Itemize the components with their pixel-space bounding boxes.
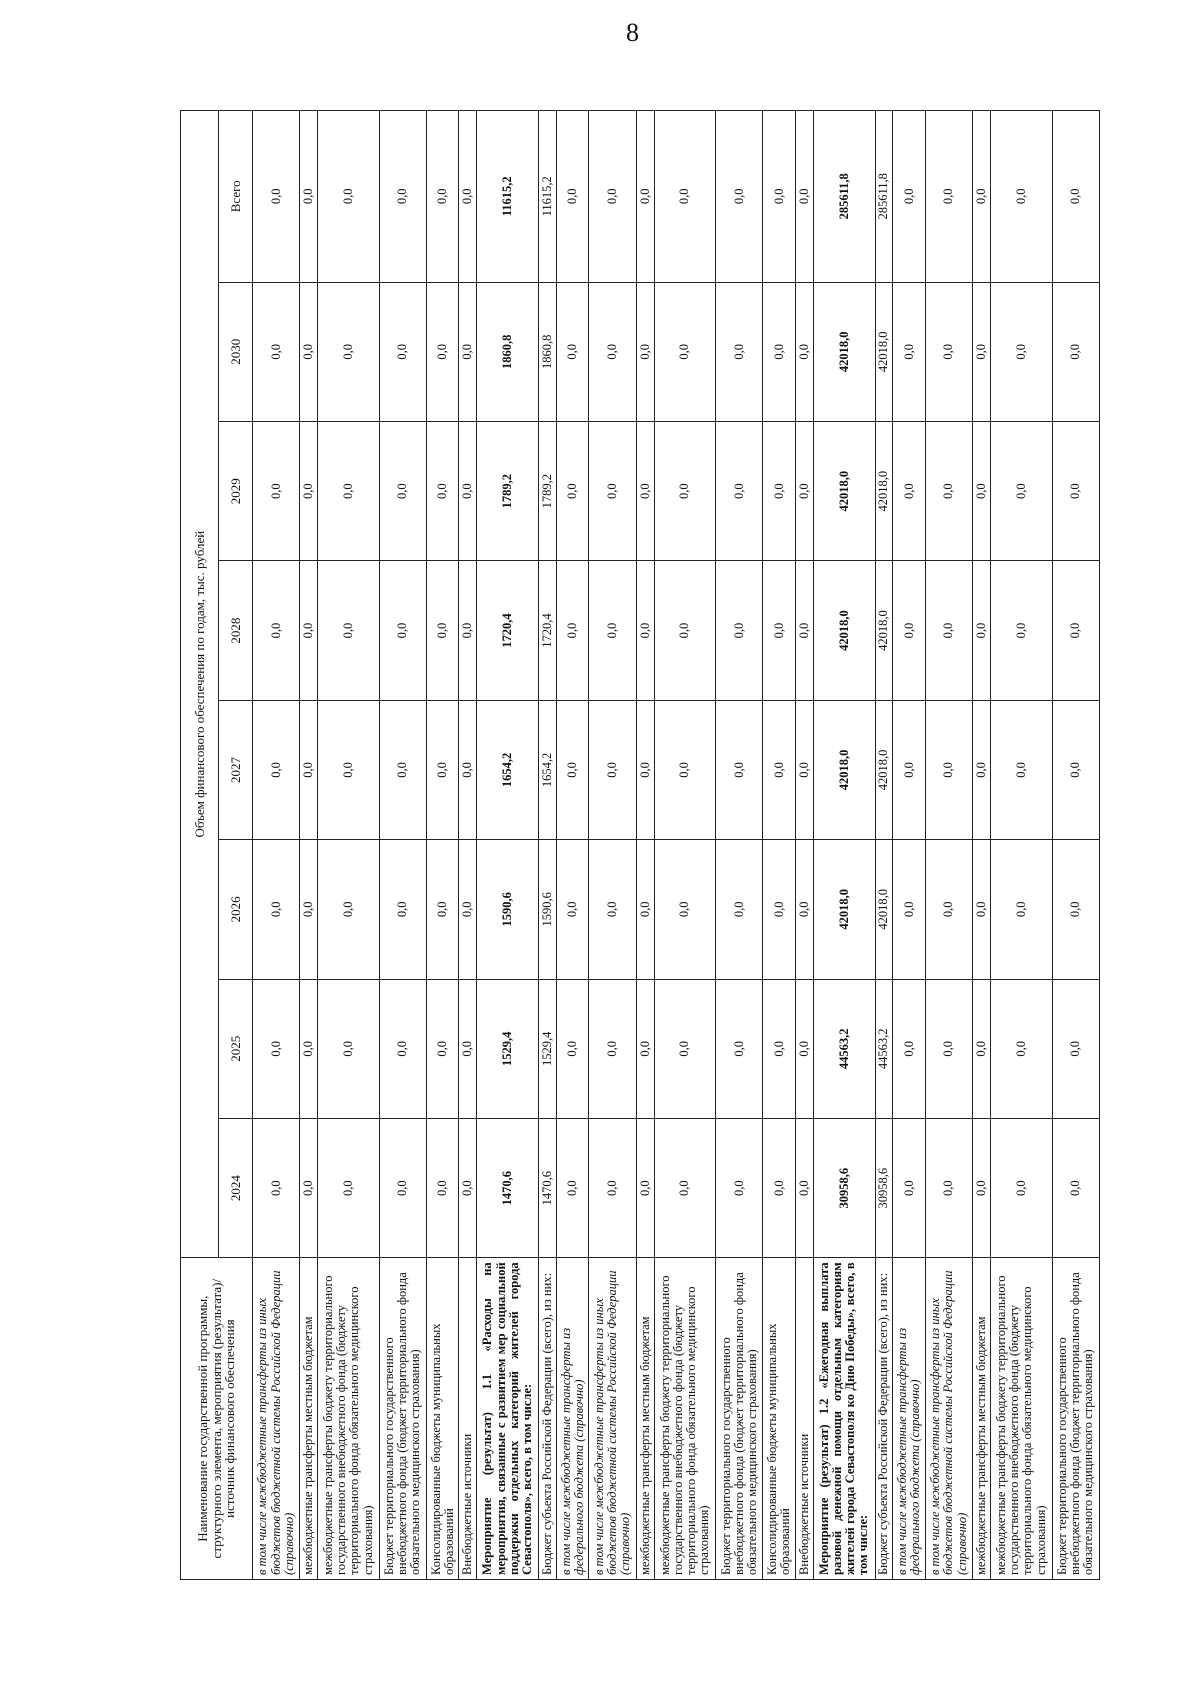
row-year-value: 0,0 <box>925 840 972 979</box>
rotated-table-container <box>180 110 1100 1580</box>
row-year-value: 0,0 <box>253 840 300 979</box>
table-row <box>716 111 763 1580</box>
row-year-value: 0,0 <box>654 840 716 979</box>
row-total-value: 285611,8 <box>813 111 875 283</box>
row-source-name: Мероприятие (результат) 1.1 «Расходы на мероприятия, связанные с развитием мер социальной поддержки отдельных категорий жителей города Севастополя», всего, в том числе: <box>477 1258 539 1580</box>
row-year-value: 0,0 <box>973 282 991 421</box>
row-year-value: 0,0 <box>795 282 813 421</box>
row-year-value: 0,0 <box>379 979 426 1118</box>
row-year-value: 42018,0 <box>813 282 875 421</box>
row-year-value: 0,0 <box>379 700 426 839</box>
row-total-value: 0,0 <box>318 111 380 283</box>
row-year-value: 42018,0 <box>813 840 875 979</box>
row-source-name: Бюджет территориального государственного внебюджетного фонда (бюджет территориального фонда обязательного медицинского страхования) <box>716 1258 763 1580</box>
row-year-value: 44563,2 <box>813 979 875 1118</box>
row-year-value: 0,0 <box>973 700 991 839</box>
row-year-value: 30958,6 <box>813 1118 875 1257</box>
row-source-name: межбюджетные трансферты местным бюджетам <box>300 1258 318 1580</box>
row-year-value: 0,0 <box>556 561 589 700</box>
table-row <box>318 111 380 1580</box>
table-row <box>589 111 636 1580</box>
row-year-value: 0,0 <box>925 421 972 560</box>
header-year: 2028 <box>219 561 253 700</box>
row-source-name: межбюджетные трансферты местным бюджетам <box>973 1258 991 1580</box>
row-year-value: 0,0 <box>716 979 763 1118</box>
table-row <box>925 111 972 1580</box>
row-year-value: 0,0 <box>426 979 459 1118</box>
row-total-value: 0,0 <box>589 111 636 283</box>
row-total-value: 0,0 <box>426 111 459 283</box>
table-row <box>813 111 875 1580</box>
row-year-value: 42018,0 <box>813 421 875 560</box>
row-year-value: 0,0 <box>973 421 991 560</box>
row-year-value: 0,0 <box>1052 700 1099 839</box>
row-year-value: 0,0 <box>893 282 926 421</box>
table-row <box>477 111 539 1580</box>
row-year-value: 0,0 <box>459 979 477 1118</box>
row-year-value: 1720,4 <box>477 561 539 700</box>
row-year-value: 0,0 <box>636 421 654 560</box>
header-year: 2026 <box>219 840 253 979</box>
row-year-value: 44563,2 <box>875 979 893 1118</box>
row-year-value: 0,0 <box>893 979 926 1118</box>
row-total-value: 0,0 <box>991 111 1053 283</box>
row-source-name: Бюджет территориального государственного внебюджетного фонда (бюджет территориального фонда обязательного медицинского страхования) <box>379 1258 426 1580</box>
row-year-value: 0,0 <box>589 700 636 839</box>
row-year-value: 0,0 <box>893 561 926 700</box>
row-total-value: 0,0 <box>379 111 426 283</box>
row-year-value: 0,0 <box>459 282 477 421</box>
row-year-value: 0,0 <box>300 700 318 839</box>
row-year-value: 1860,8 <box>539 282 557 421</box>
row-year-value: 0,0 <box>654 282 716 421</box>
row-year-value: 42018,0 <box>875 700 893 839</box>
row-year-value: 0,0 <box>459 700 477 839</box>
row-year-value: 0,0 <box>300 282 318 421</box>
row-year-value: 0,0 <box>253 700 300 839</box>
row-year-value: 42018,0 <box>875 561 893 700</box>
row-year-value: 0,0 <box>991 979 1053 1118</box>
row-year-value: 0,0 <box>991 1118 1053 1257</box>
row-year-value: 0,0 <box>925 561 972 700</box>
row-year-value: 1860,8 <box>477 282 539 421</box>
row-source-name: в том числе межбюджетные трансферты из федерального бюджета (справочно) <box>556 1258 589 1580</box>
page-number: 8 <box>626 18 639 47</box>
row-year-value: 0,0 <box>925 979 972 1118</box>
row-year-value: 0,0 <box>991 421 1053 560</box>
row-year-value: 0,0 <box>973 1118 991 1257</box>
row-year-value: 0,0 <box>426 840 459 979</box>
row-year-value: 0,0 <box>318 282 380 421</box>
row-source-name: Внебюджетные источники <box>459 1258 477 1580</box>
row-total-value: 0,0 <box>973 111 991 283</box>
row-year-value: 0,0 <box>925 700 972 839</box>
row-year-value: 0,0 <box>763 700 796 839</box>
row-source-name: Бюджет субъекта Российской Федерации (всего), из них: <box>539 1258 557 1580</box>
header-year: 2030 <box>219 282 253 421</box>
row-year-value: 0,0 <box>556 979 589 1118</box>
row-total-value: 0,0 <box>636 111 654 283</box>
row-year-value: 1789,2 <box>477 421 539 560</box>
row-year-value: 0,0 <box>379 1118 426 1257</box>
row-year-value: 0,0 <box>925 1118 972 1257</box>
table-row <box>539 111 557 1580</box>
table-row <box>426 111 459 1580</box>
row-total-value: 0,0 <box>253 111 300 283</box>
row-year-value: 0,0 <box>459 1118 477 1257</box>
row-year-value: 0,0 <box>426 700 459 839</box>
row-source-name: в том числе межбюджетные трансферты из федерального бюджета (справочно) <box>893 1258 926 1580</box>
row-year-value: 0,0 <box>459 561 477 700</box>
row-year-value: 0,0 <box>716 561 763 700</box>
row-year-value: 1590,6 <box>477 840 539 979</box>
header-name-column: Наименование государственной программы, структурного элемента, мероприятия (результата)/источник финансового обеспечения <box>181 1258 253 1580</box>
row-year-value: 0,0 <box>654 421 716 560</box>
row-year-value: 0,0 <box>716 1118 763 1257</box>
row-year-value: 0,0 <box>426 1118 459 1257</box>
row-year-value: 0,0 <box>716 840 763 979</box>
row-total-value: 0,0 <box>893 111 926 283</box>
row-year-value: 0,0 <box>973 979 991 1118</box>
row-total-value: 0,0 <box>763 111 796 283</box>
row-year-value: 0,0 <box>589 282 636 421</box>
header-year: 2025 <box>219 979 253 1118</box>
row-year-value: 0,0 <box>300 561 318 700</box>
table-row <box>379 111 426 1580</box>
row-source-name: межбюджетные трансферты бюджету территориального государственного внебюджетного фонда (бюджету территориального фонда обязательного медицинского страхования) <box>991 1258 1053 1580</box>
table-row <box>973 111 991 1580</box>
row-year-value: 1590,6 <box>539 840 557 979</box>
header-group: Объем финансового обеспечения по годам, тыс. рублей <box>181 111 219 1258</box>
row-year-value: 42018,0 <box>813 700 875 839</box>
table-row <box>459 111 477 1580</box>
row-year-value: 0,0 <box>763 421 796 560</box>
row-year-value: 0,0 <box>589 979 636 1118</box>
row-year-value: 0,0 <box>426 421 459 560</box>
row-source-name: в том числе межбюджетные трансферты из иных бюджетов бюджетной системы Российской Федерации (справочно) <box>925 1258 972 1580</box>
row-year-value: 0,0 <box>426 282 459 421</box>
row-total-value: 11615,2 <box>477 111 539 283</box>
row-year-value: 0,0 <box>318 840 380 979</box>
row-year-value: 42018,0 <box>875 282 893 421</box>
row-year-value: 1529,4 <box>539 979 557 1118</box>
row-year-value: 0,0 <box>795 1118 813 1257</box>
row-source-name: Консолидированные бюджеты муниципальных образований <box>763 1258 796 1580</box>
row-year-value: 0,0 <box>763 282 796 421</box>
row-year-value: 1789,2 <box>539 421 557 560</box>
row-total-value: 0,0 <box>925 111 972 283</box>
header-total: Всего <box>219 111 253 283</box>
row-year-value: 0,0 <box>1052 840 1099 979</box>
row-year-value: 0,0 <box>636 840 654 979</box>
row-year-value: 0,0 <box>300 840 318 979</box>
row-year-value: 0,0 <box>795 421 813 560</box>
row-year-value: 0,0 <box>1052 561 1099 700</box>
row-year-value: 1529,4 <box>477 979 539 1118</box>
row-year-value: 0,0 <box>300 979 318 1118</box>
row-year-value: 0,0 <box>795 561 813 700</box>
row-year-value: 0,0 <box>556 421 589 560</box>
row-year-value: 0,0 <box>636 979 654 1118</box>
row-year-value: 0,0 <box>763 561 796 700</box>
row-year-value: 1720,4 <box>539 561 557 700</box>
row-year-value: 0,0 <box>973 840 991 979</box>
row-year-value: 0,0 <box>893 700 926 839</box>
row-year-value: 1470,6 <box>539 1118 557 1257</box>
row-year-value: 0,0 <box>716 700 763 839</box>
row-year-value: 0,0 <box>300 1118 318 1257</box>
row-year-value: 0,0 <box>589 421 636 560</box>
row-total-value: 0,0 <box>300 111 318 283</box>
row-year-value: 0,0 <box>379 840 426 979</box>
row-year-value: 0,0 <box>589 840 636 979</box>
table-row <box>875 111 893 1580</box>
table-row <box>636 111 654 1580</box>
table-row <box>893 111 926 1580</box>
row-year-value: 0,0 <box>795 979 813 1118</box>
row-total-value: 0,0 <box>716 111 763 283</box>
table-header <box>181 111 253 1580</box>
row-year-value: 0,0 <box>556 700 589 839</box>
row-source-name: в том числе межбюджетные трансферты из иных бюджетов бюджетной системы Российской Федерации (справочно) <box>253 1258 300 1580</box>
row-year-value: 30958,6 <box>875 1118 893 1257</box>
row-year-value: 0,0 <box>1052 979 1099 1118</box>
row-total-value: 0,0 <box>459 111 477 283</box>
row-source-name: в том числе межбюджетные трансферты из иных бюджетов бюджетной системы Российской Федерации (справочно) <box>589 1258 636 1580</box>
row-year-value: 0,0 <box>654 1118 716 1257</box>
row-year-value: 42018,0 <box>875 840 893 979</box>
row-year-value: 0,0 <box>253 1118 300 1257</box>
row-source-name: межбюджетные трансферты местным бюджетам <box>636 1258 654 1580</box>
row-year-value: 1654,2 <box>539 700 557 839</box>
row-year-value: 0,0 <box>991 561 1053 700</box>
row-year-value: 42018,0 <box>813 561 875 700</box>
header-row-top <box>181 111 219 1580</box>
row-year-value: 0,0 <box>318 979 380 1118</box>
row-source-name: межбюджетные трансферты бюджету территориального государственного внебюджетного фонда (бюджету территориального фонда обязательного медицинского страхования) <box>654 1258 716 1580</box>
row-source-name: Мероприятие (результат) 1.2 «Ежегодная выплата разовой денежной помощи отдельным категориям жителей города Севастополя ко Дню Победы», всего, в том числе: <box>813 1258 875 1580</box>
row-source-name: Консолидированные бюджеты муниципальных образований <box>426 1258 459 1580</box>
row-year-value: 0,0 <box>1052 282 1099 421</box>
table-row <box>654 111 716 1580</box>
row-year-value: 0,0 <box>654 700 716 839</box>
table-row <box>795 111 813 1580</box>
table-row <box>253 111 300 1580</box>
row-year-value: 0,0 <box>893 840 926 979</box>
row-year-value: 1470,6 <box>477 1118 539 1257</box>
row-year-value: 0,0 <box>973 561 991 700</box>
row-year-value: 1654,2 <box>477 700 539 839</box>
row-year-value: 0,0 <box>253 561 300 700</box>
header-year: 2027 <box>219 700 253 839</box>
row-year-value: 42018,0 <box>875 421 893 560</box>
row-year-value: 0,0 <box>795 700 813 839</box>
row-year-value: 0,0 <box>379 561 426 700</box>
row-year-value: 0,0 <box>893 1118 926 1257</box>
table-body <box>253 111 1100 1580</box>
row-year-value: 0,0 <box>893 421 926 560</box>
financing-table <box>180 110 1100 1580</box>
row-year-value: 0,0 <box>253 421 300 560</box>
table-row <box>556 111 589 1580</box>
row-year-value: 0,0 <box>636 282 654 421</box>
row-year-value: 0,0 <box>556 282 589 421</box>
row-year-value: 0,0 <box>589 1118 636 1257</box>
row-year-value: 0,0 <box>379 421 426 560</box>
row-year-value: 0,0 <box>991 700 1053 839</box>
row-total-value: 0,0 <box>556 111 589 283</box>
row-year-value: 0,0 <box>636 700 654 839</box>
row-total-value: 11615,2 <box>539 111 557 283</box>
row-year-value: 0,0 <box>379 282 426 421</box>
row-year-value: 0,0 <box>991 840 1053 979</box>
row-year-value: 0,0 <box>253 282 300 421</box>
row-year-value: 0,0 <box>925 282 972 421</box>
row-year-value: 0,0 <box>318 421 380 560</box>
row-year-value: 0,0 <box>459 840 477 979</box>
row-year-value: 0,0 <box>654 561 716 700</box>
row-total-value: 0,0 <box>795 111 813 283</box>
row-source-name: Бюджет субъекта Российской Федерации (всего), из них: <box>875 1258 893 1580</box>
row-source-name: Бюджет территориального государственного внебюджетного фонда (бюджет территориального фонда обязательного медицинского страхования) <box>1052 1258 1099 1580</box>
row-year-value: 0,0 <box>763 979 796 1118</box>
row-year-value: 0,0 <box>300 421 318 560</box>
row-year-value: 0,0 <box>1052 421 1099 560</box>
row-year-value: 0,0 <box>654 979 716 1118</box>
row-year-value: 0,0 <box>318 1118 380 1257</box>
row-year-value: 0,0 <box>795 840 813 979</box>
row-year-value: 0,0 <box>636 1118 654 1257</box>
row-total-value: 285611,8 <box>875 111 893 283</box>
row-year-value: 0,0 <box>556 840 589 979</box>
row-year-value: 0,0 <box>589 561 636 700</box>
row-year-value: 0,0 <box>1052 1118 1099 1257</box>
row-year-value: 0,0 <box>716 421 763 560</box>
table-row <box>1052 111 1099 1580</box>
row-year-value: 0,0 <box>318 700 380 839</box>
row-year-value: 0,0 <box>556 1118 589 1257</box>
table-row <box>300 111 318 1580</box>
table-row <box>763 111 796 1580</box>
row-source-name: Внебюджетные источники <box>795 1258 813 1580</box>
header-year: 2029 <box>219 421 253 560</box>
header-year: 2024 <box>219 1118 253 1257</box>
row-total-value: 0,0 <box>1052 111 1099 283</box>
row-year-value: 0,0 <box>763 1118 796 1257</box>
table-row <box>991 111 1053 1580</box>
row-year-value: 0,0 <box>636 561 654 700</box>
row-year-value: 0,0 <box>253 979 300 1118</box>
row-year-value: 0,0 <box>763 840 796 979</box>
row-total-value: 0,0 <box>654 111 716 283</box>
row-year-value: 0,0 <box>991 282 1053 421</box>
row-year-value: 0,0 <box>426 561 459 700</box>
row-source-name: межбюджетные трансферты бюджету территориального государственного внебюджетного фонда (бюджету территориального фонда обязательного медицинского страхования) <box>318 1258 380 1580</box>
row-year-value: 0,0 <box>318 561 380 700</box>
row-year-value: 0,0 <box>716 282 763 421</box>
row-year-value: 0,0 <box>459 421 477 560</box>
